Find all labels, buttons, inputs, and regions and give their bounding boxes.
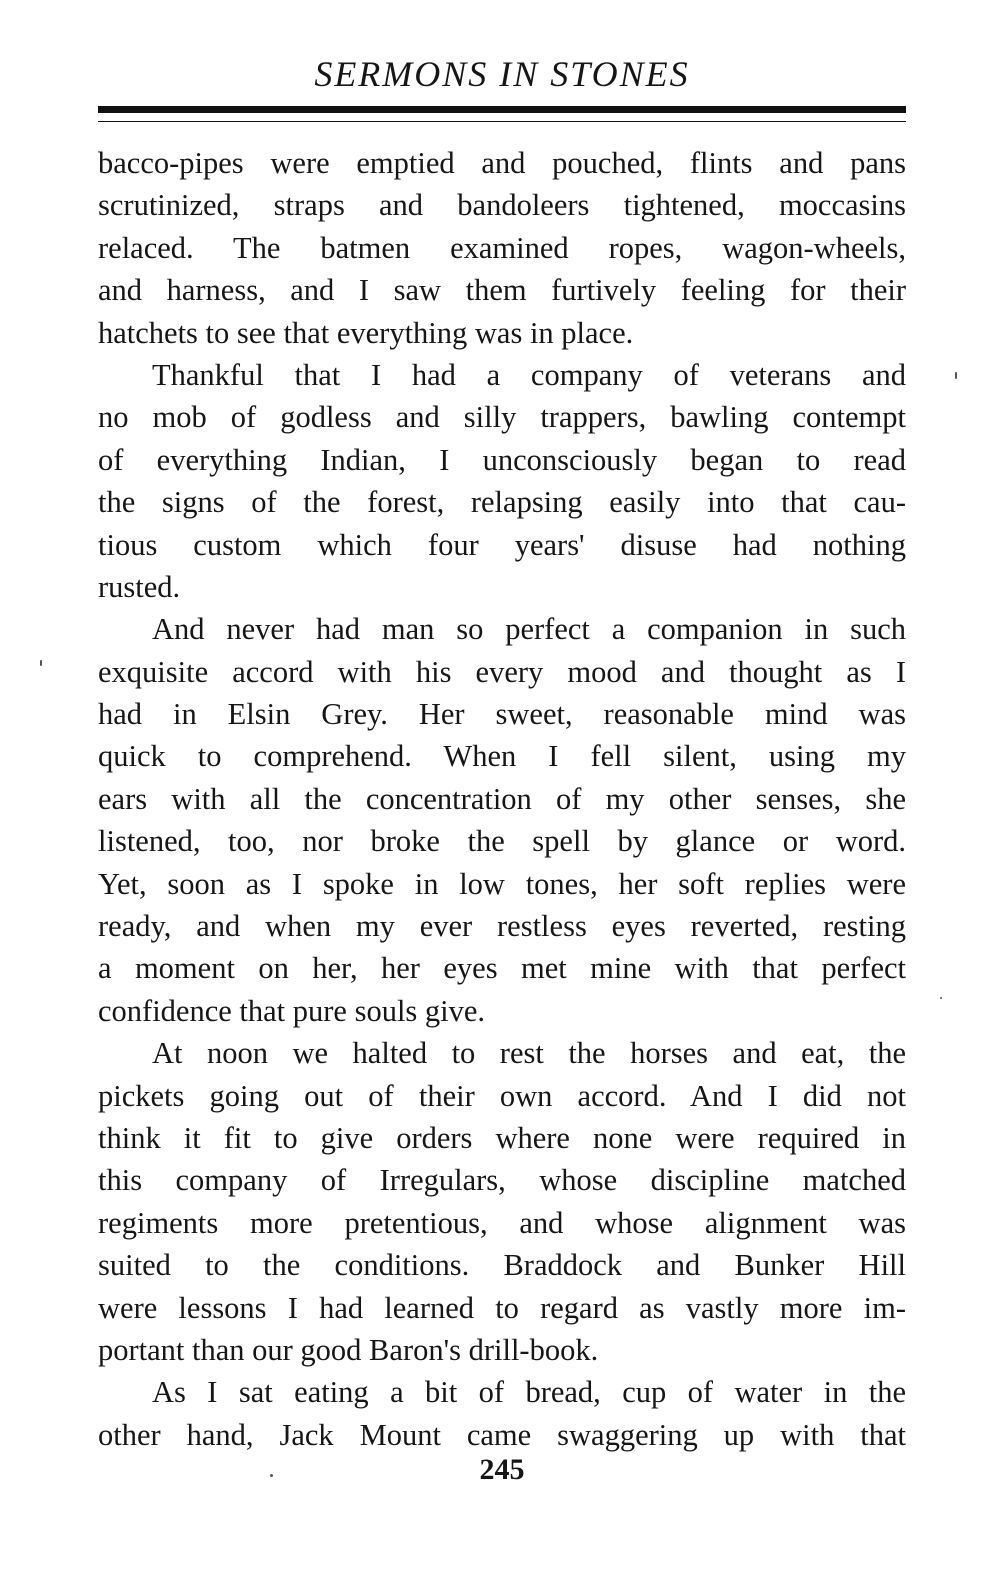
paragraph-2 xyxy=(98,354,906,608)
text-line: exquisite accord with his every mood and thought as I xyxy=(98,654,906,689)
text-line: hatchets to see that everything was in place. xyxy=(98,315,634,350)
text-line: suited to the conditions. Braddock and Bunker Hill xyxy=(98,1248,906,1283)
text-line: the signs of the forest, relapsing easily into that cau- xyxy=(98,485,906,520)
scan-speck xyxy=(955,372,957,379)
text-line: Thankful that I had a company of veterans and xyxy=(152,357,906,392)
text-line: bacco-pipes were emptied and pouched, flints and pans xyxy=(98,146,906,180)
text-line: were lessons I had learned to regard as vastly more im- xyxy=(98,1290,906,1325)
text-line: think it fit to give orders where none were required in xyxy=(98,1120,906,1155)
text-line: pickets going out of their own accord. And I did not xyxy=(98,1078,906,1113)
text-line: quick to comprehend. When I fell silent, using my xyxy=(98,739,906,774)
text-line: other hand, Jack Mount came swaggering up with that xyxy=(98,1417,906,1452)
text-line: regiments more pretentious, and whose alignment was xyxy=(98,1205,906,1240)
paragraph-5 xyxy=(98,1371,906,1456)
text-line: Yet, soon as I spoke in low tones, her soft replies were xyxy=(98,866,906,901)
text-line: rusted. xyxy=(98,569,181,604)
header-rule-thin xyxy=(98,121,906,122)
scan-speck xyxy=(940,997,942,999)
text-line: confidence that pure souls give. xyxy=(98,993,486,1028)
text-line: ready, and when my ever restless eyes reverted, resting xyxy=(98,909,906,944)
page-body xyxy=(98,142,906,1456)
text-line: As I sat eating a bit of bread, cup of water in the xyxy=(152,1375,906,1410)
paragraph-4 xyxy=(98,1032,906,1371)
text-line: tious custom which four years' disuse had nothing xyxy=(98,527,906,562)
header-rule-thick xyxy=(98,106,906,113)
running-head-title: SERMONS IN STONES xyxy=(314,54,690,94)
paragraph-1 xyxy=(98,142,906,354)
paragraph-3 xyxy=(98,608,906,1032)
text-line: a moment on her, her eyes met mine with that perfect xyxy=(98,951,906,986)
text-line: no mob of godless and silly trappers, bawling contempt xyxy=(98,400,906,435)
text-line: At noon we halted to rest the horses and eat, the xyxy=(152,1036,906,1071)
text-line: scrutinized, straps and bandoleers tightened, moccasins xyxy=(98,188,906,223)
page-number: 245 xyxy=(479,1453,525,1486)
text-line: ears with all the concentration of my other senses, she xyxy=(98,781,906,816)
text-line: of everything Indian, I unconsciously began to read xyxy=(98,442,906,477)
scan-speck xyxy=(40,660,42,666)
text-line: and harness, and I saw them furtively feeling for their xyxy=(98,273,906,308)
text-line: had in Elsin Grey. Her sweet, reasonable mind was xyxy=(98,697,906,732)
scan-speck xyxy=(270,1474,273,1477)
text-line: relaced. The batmen examined ropes, wagon-wheels, xyxy=(98,230,906,265)
text-line: listened, too, nor broke the spell by glance or word. xyxy=(98,824,906,859)
text-line: portant than our good Baron's drill-book. xyxy=(98,1332,599,1367)
text-line: this company of Irregulars, whose discipline matched xyxy=(98,1163,906,1198)
text-line: And never had man so perfect a companion in such xyxy=(152,612,906,647)
